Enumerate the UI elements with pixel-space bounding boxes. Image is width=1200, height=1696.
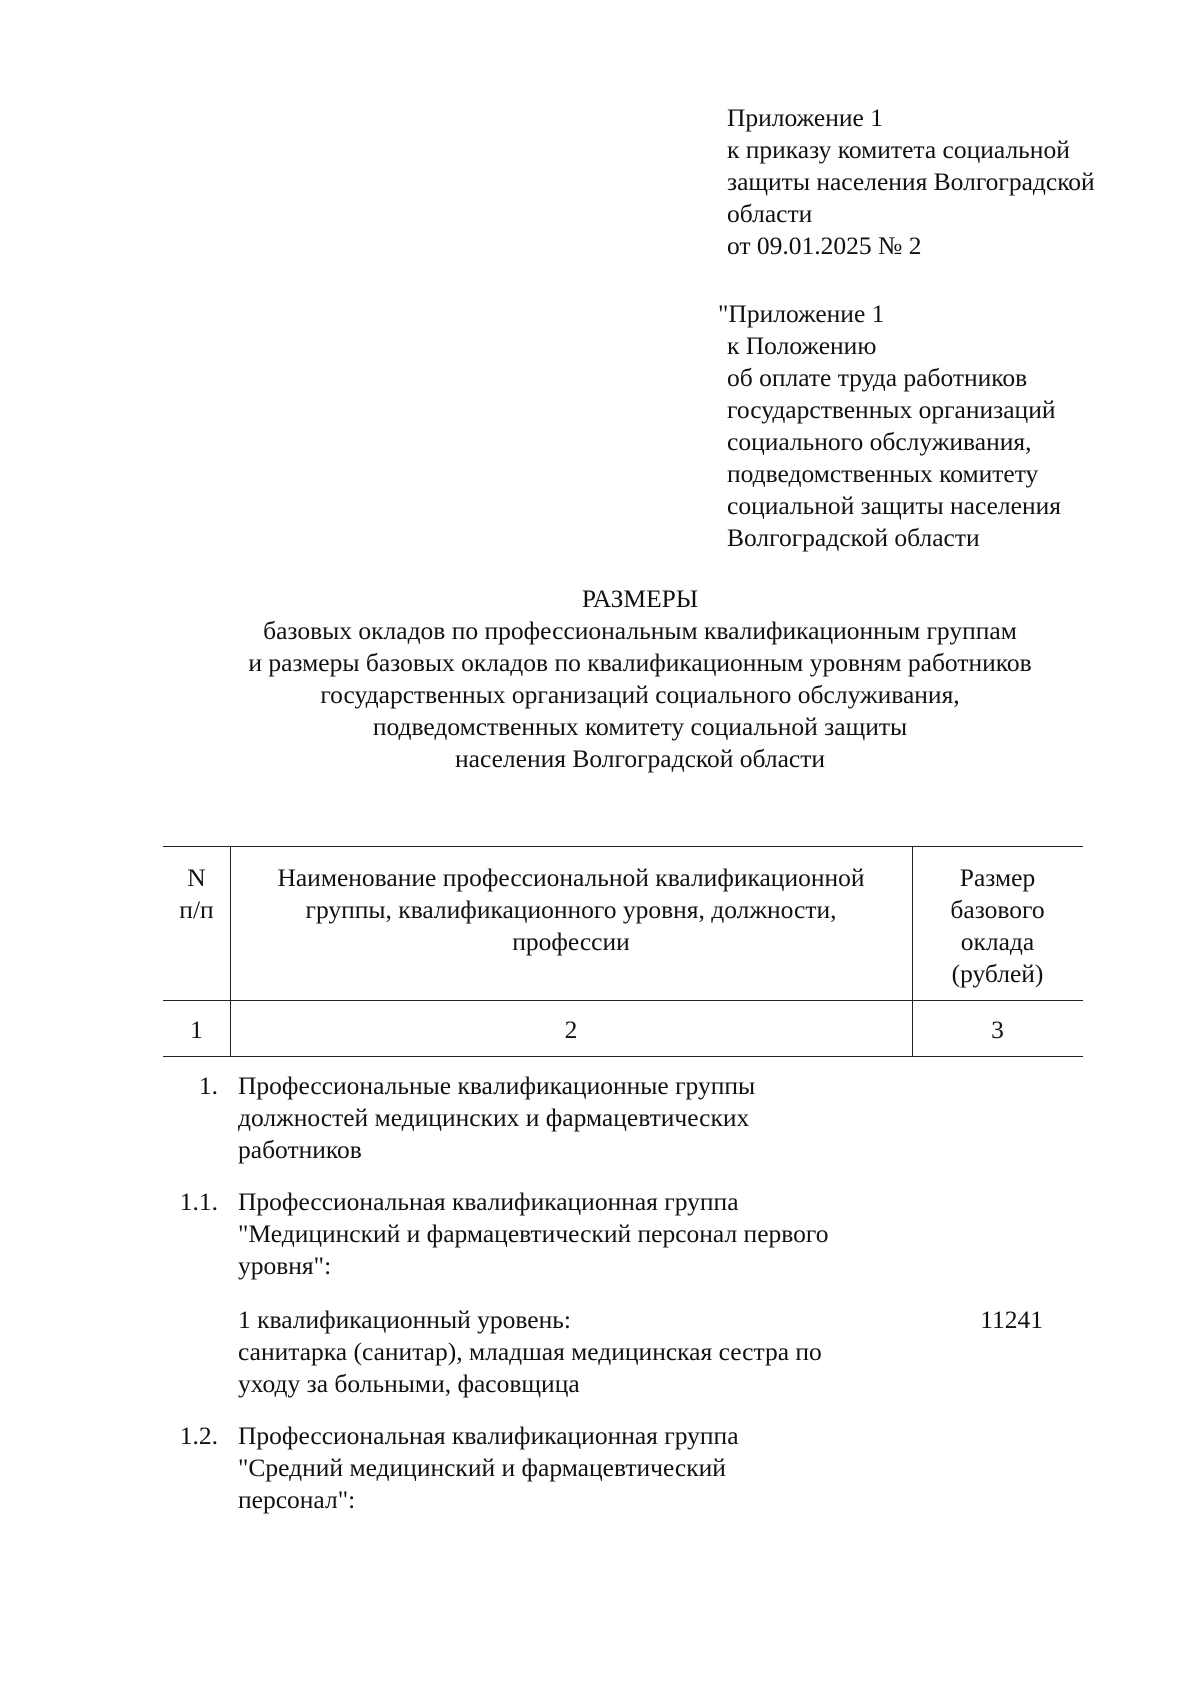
salary-table-header: [163, 846, 1083, 1060]
regulation-appendix-reference: [718, 298, 1061, 554]
document-subtitle-line: базовых окладов по профессиональным квалификационным группам: [263, 616, 1017, 645]
document-subtitle-line: государственных организаций социального обслуживания,: [320, 680, 960, 709]
appendix-line: от 09.01.2025 № 2: [727, 231, 922, 260]
column-number-2: 2: [564, 1015, 578, 1044]
regulation-appendix-line: социального обслуживания,: [727, 427, 1032, 456]
table-top-rule: [163, 846, 1083, 847]
row-number: 1.: [198, 1071, 218, 1100]
document-title: РАЗМЕРЫ: [581, 584, 699, 613]
row-text: Профессиональная квалификационная группа "Средний медицинский и фармацевтический персонал":: [238, 1421, 739, 1514]
document-heading: [150, 583, 1130, 775]
appendix-reference: [727, 102, 1095, 262]
header-number: N п/п: [179, 863, 214, 924]
regulation-appendix-line: подведомственных комитету: [727, 459, 1039, 488]
row-number: 1.1.: [179, 1187, 218, 1216]
table-header-rule: [163, 1000, 1083, 1001]
regulation-appendix-line: Волгоградской области: [727, 523, 980, 552]
column-number-3: 3: [991, 1015, 1004, 1044]
row-text: Профессиональные квалификационные группы должностей медицинских и фармацевтических работников: [238, 1071, 756, 1164]
regulation-appendix-line: социальной защиты населения: [727, 491, 1061, 520]
regulation-appendix-line: к Положению: [727, 331, 877, 360]
row-value: 11241: [980, 1305, 1043, 1334]
document-subtitle-line: подведомственных комитету социальной защиты: [372, 712, 908, 741]
appendix-line: Приложение 1: [727, 103, 883, 132]
document-subtitle-line: и размеры базовых окладов по квалификационным уровням работников: [248, 648, 1032, 677]
row-text: Профессиональная квалификационная группа "Медицинский и фармацевтический персонал первого уровня":: [238, 1187, 829, 1280]
document-subtitle-line: населения Волгоградской области: [455, 744, 825, 773]
row-number: 1.2.: [179, 1421, 218, 1450]
row-text: 1 квалификационный уровень: санитарка (санитар), младшая медицинская сестра по уходу за больными, фасовщица: [238, 1305, 822, 1398]
column-number-1: 1: [190, 1015, 203, 1044]
header-salary: Размер базового оклада (рублей): [950, 863, 1045, 988]
regulation-appendix-line: государственных организаций: [727, 395, 1056, 424]
appendix-line: к приказу комитета социальной: [727, 135, 1070, 164]
table-bottom-rule: [163, 1056, 1083, 1057]
regulation-appendix-line: "Приложение 1: [718, 299, 885, 328]
regulation-appendix-line: об оплате труда работников: [727, 363, 1028, 392]
appendix-line: защиты населения Волгоградской: [727, 167, 1095, 196]
header-name: Наименование профессиональной квалификационной группы, квалификационного уровня, должности, профессии: [277, 863, 865, 956]
appendix-line: области: [727, 199, 813, 228]
